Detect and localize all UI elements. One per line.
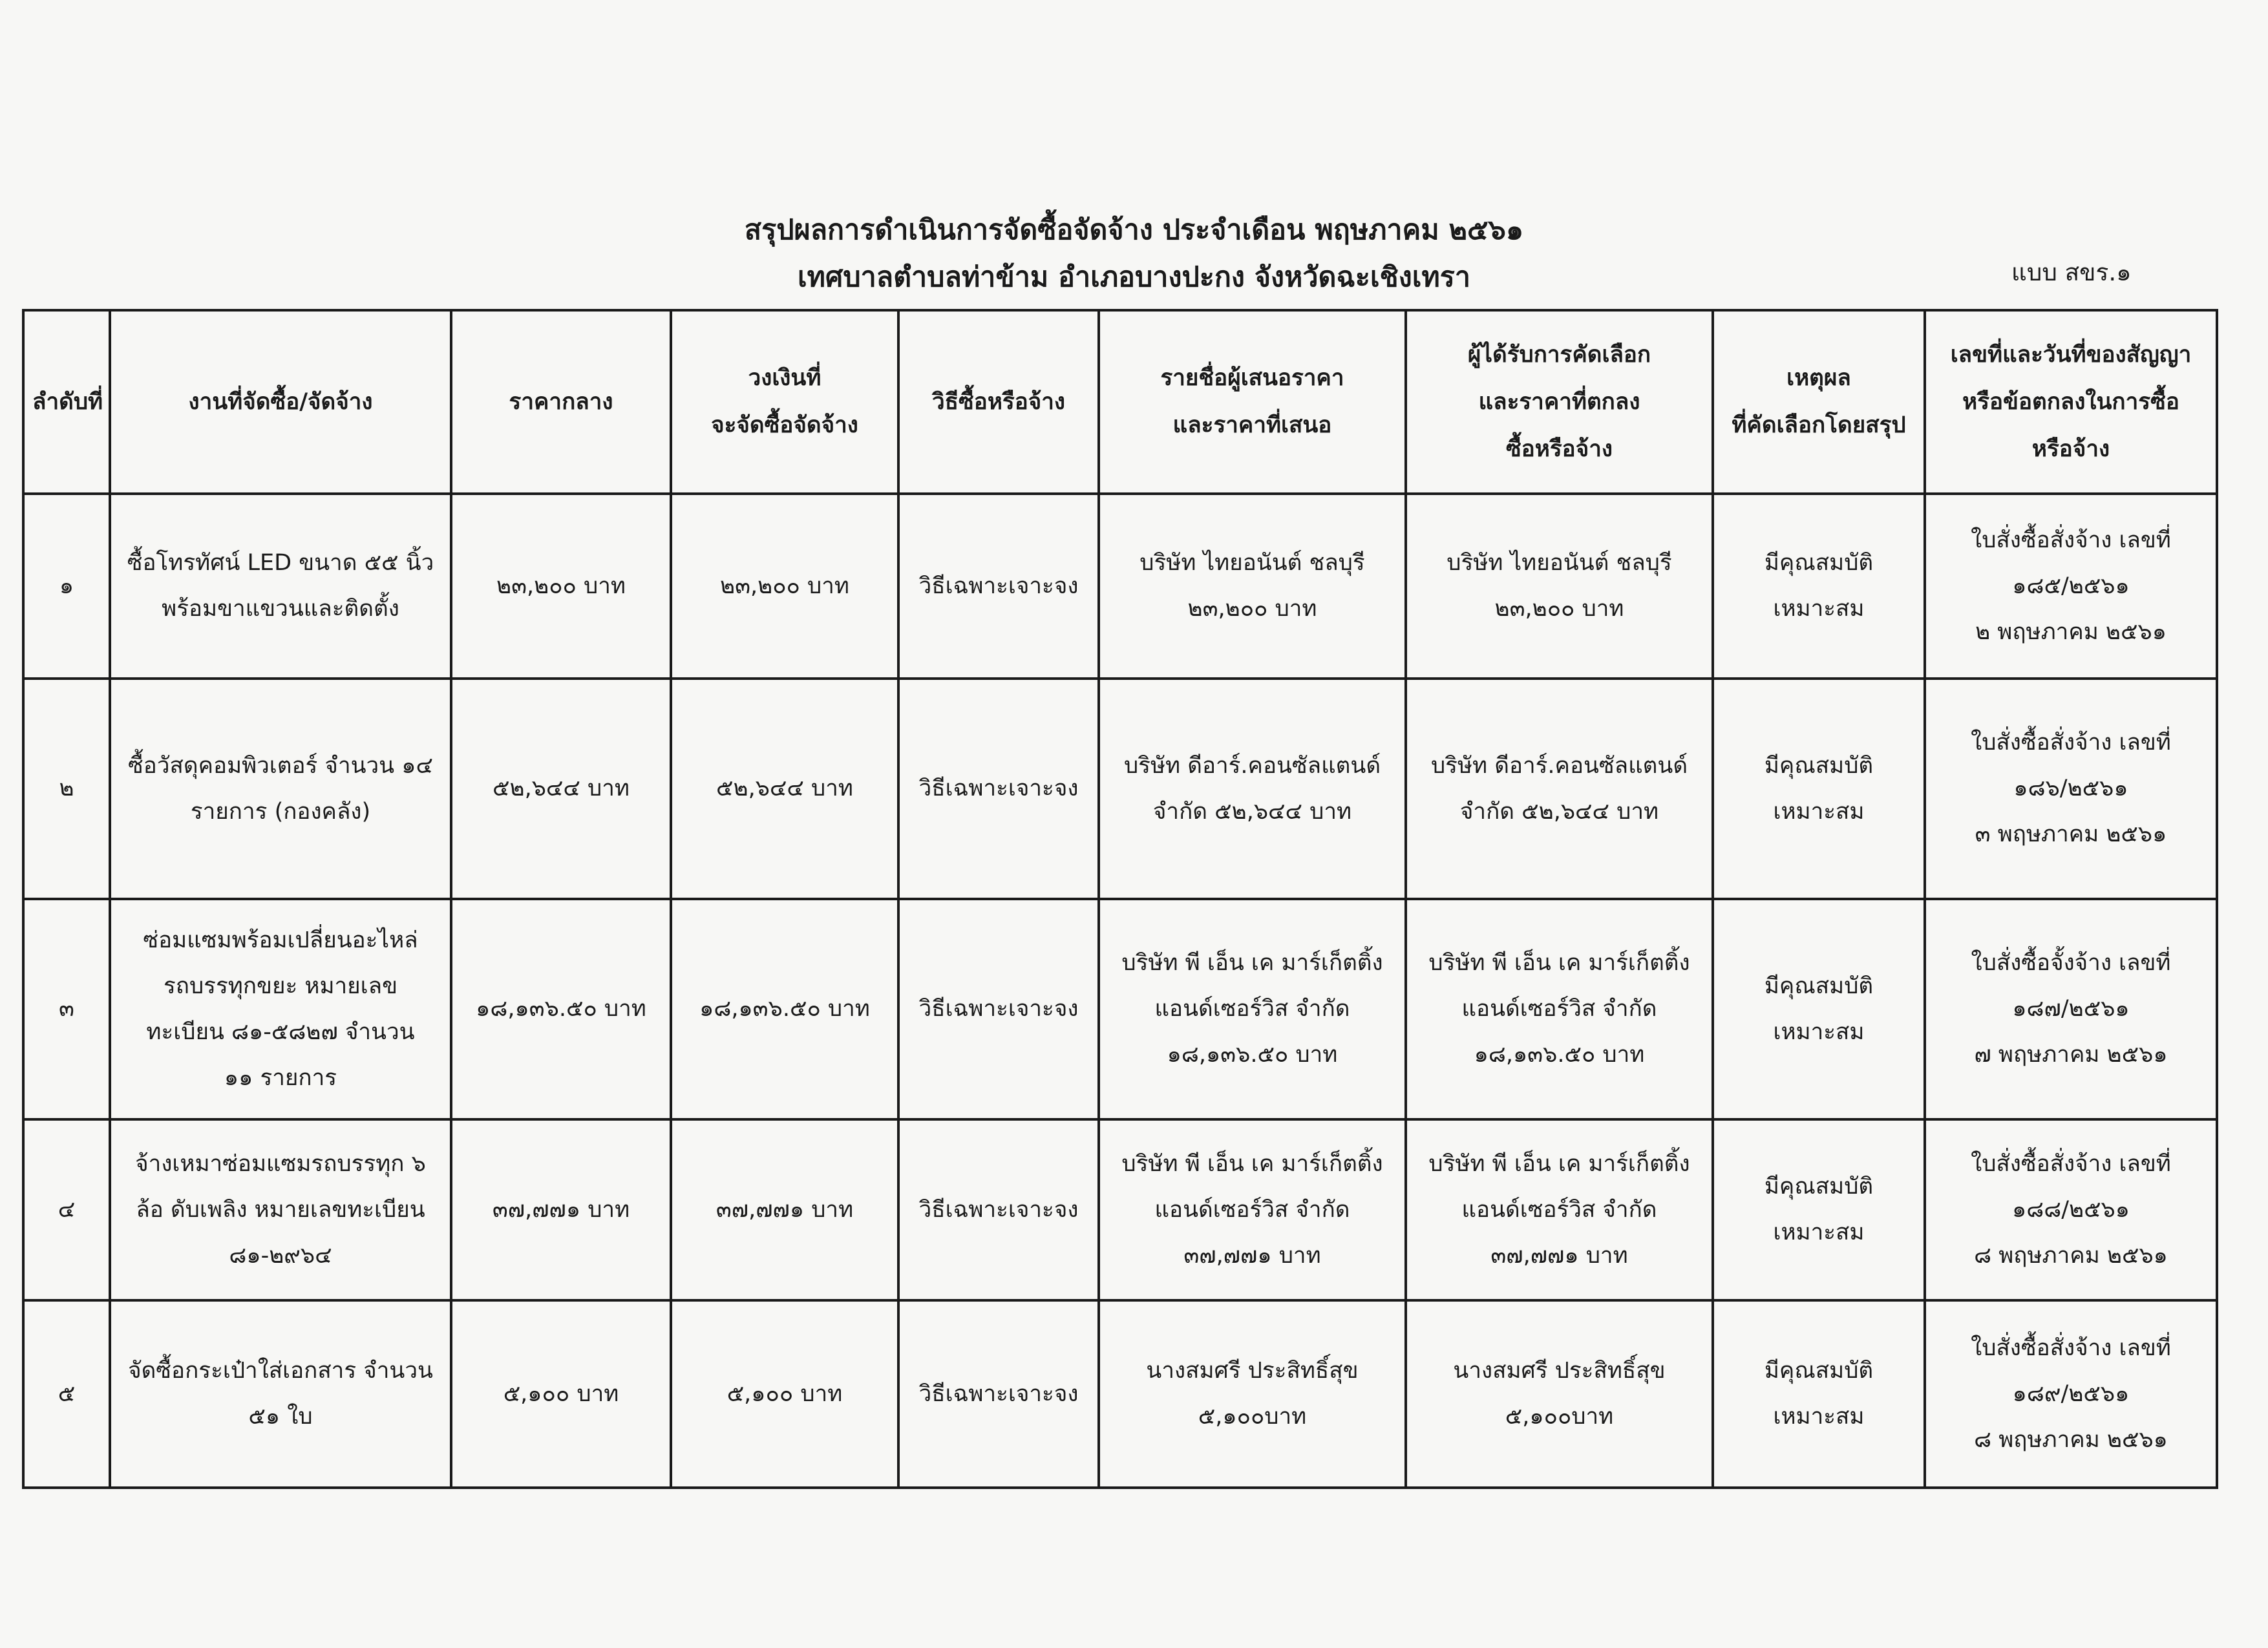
cell-contract-line: ๑๘๘/๒๕๖๑ [2011, 1196, 2130, 1223]
cell-reason [1713, 679, 1925, 899]
cell-reason-line: มีคุณสมบัติ [1764, 1174, 1874, 1199]
cell-no: ๓ [23, 899, 110, 1119]
cell-winner [1406, 494, 1713, 679]
cell-item-line: จัดซื้อกระเป๋าใส่เอกสาร จำนวน [128, 1358, 433, 1384]
cell-method: วิธีเฉพาะเจาะจง [898, 494, 1099, 679]
cell-winner-line: นางสมศรี ประสิทธิ์สุข [1453, 1358, 1666, 1384]
cell-reason-line: มีคุณสมบัติ [1764, 1358, 1874, 1384]
cell-bidders-line: บริษัท พี เอ็น เค มาร์เก็ตติ้ง [1121, 950, 1383, 976]
cell-median-price: ๓๗,๗๗๑ บาท [451, 1119, 671, 1300]
table-row [23, 899, 2217, 1119]
cell-method: วิธีเฉพาะเจาะจง [898, 1300, 1099, 1488]
cell-median-price: ๑๘,๑๓๖.๕๐ บาท [451, 899, 671, 1119]
cell-bidders-line: ๓๗,๗๗๑ บาท [1183, 1242, 1321, 1269]
table-row [23, 1119, 2217, 1300]
cell-budget: ๕๒,๖๔๔ บาท [671, 679, 898, 899]
cell-contract-line: ใบสั่งซื้อสั่งจ้าง เลขที่ [1971, 1335, 2171, 1361]
cell-item-line: ๕๑ ใบ [248, 1404, 313, 1430]
cell-winner [1406, 899, 1713, 1119]
cell-winner-line: บริษัท ดีอาร์.คอนซัลแตนด์ [1430, 752, 1688, 779]
cell-no: ๔ [23, 1119, 110, 1300]
document-title: สรุปผลการดำเนินการจัดซื้อจัดจ้าง ประจำเดือน พฤษภาคม ๒๕๖๑ [744, 214, 1524, 246]
cell-reason-line: มีคุณสมบัติ [1764, 550, 1874, 576]
cell-winner-line: บริษัท พี เอ็น เค มาร์เก็ตติ้ง [1428, 950, 1690, 976]
cell-bidders-line: แอนด์เซอร์วิส จำกัด [1154, 996, 1350, 1022]
cell-contract-line: ๗ พฤษภาคม ๒๕๖๑ [1974, 1042, 2168, 1068]
cell-item-line: ๑๑ รายการ [224, 1064, 337, 1091]
cell-item [110, 494, 451, 679]
cell-item-line: จ้างเหมาซ่อมแซมรถบรรทุก ๖ [135, 1150, 426, 1177]
cell-bidders [1099, 679, 1406, 899]
cell-item [110, 1119, 451, 1300]
cell-median-price: ๕๒,๖๔๔ บาท [451, 679, 671, 899]
table-row [23, 1300, 2217, 1488]
cell-bidders-line: แอนด์เซอร์วิส จำกัด [1154, 1196, 1350, 1223]
cell-reason-line: มีคุณสมบัติ [1764, 752, 1874, 779]
table-row [23, 494, 2217, 679]
cell-median-price: ๒๓,๒๐๐ บาท [451, 494, 671, 679]
cell-reason-line: เหมาะสม [1773, 1220, 1865, 1245]
cell-contract-line: ใบสั่งซื้อจั้งจ้าง เลขที่ [1971, 950, 2171, 976]
cell-reason [1713, 1300, 1925, 1488]
cell-contract-line: ๓ พฤษภาคม ๒๕๖๑ [1975, 821, 2167, 847]
cell-winner-line: บริษัท พี เอ็น เค มาร์เก็ตติ้ง [1428, 1150, 1690, 1177]
cell-bidders [1099, 1300, 1406, 1488]
cell-winner [1406, 1119, 1713, 1300]
cell-item-line: พร้อมขาแขวนและติดตั้ง [162, 596, 399, 622]
cell-bidders-line: บริษัท ไทยอนันต์ ชลบุรี [1139, 550, 1365, 576]
cell-reason [1713, 1119, 1925, 1300]
cell-contract-line: ๑๘๙/๒๕๖๑ [2012, 1380, 2130, 1407]
table-row [23, 679, 2217, 899]
cell-winner-line: ๕,๑๐๐บาท [1505, 1404, 1614, 1430]
col-header-no [23, 310, 110, 494]
document-subtitle: เทศบาลตำบลท่าข้าม อำเภอบางปะกง จังหวัดฉะเชิงเทรา [797, 261, 1470, 293]
cell-contract-line: ใบสั่งซื้อสั่งจ้าง เลขที่ [1971, 527, 2171, 553]
cell-budget: ๓๗,๗๗๑ บาท [671, 1119, 898, 1300]
cell-winner-line: ๑๘,๑๓๖.๕๐ บาท [1474, 1042, 1645, 1068]
cell-winner-line: บริษัท ไทยอนันต์ ชลบุรี [1447, 550, 1672, 576]
table-header-row [23, 310, 2217, 494]
cell-reason [1713, 899, 1925, 1119]
cell-item [110, 899, 451, 1119]
form-code: แบบ สขร.๑ [2011, 259, 2132, 286]
col-header-line: หรือข้อตกลงในการซื้อ [1962, 388, 2179, 415]
cell-bidders-line: นางสมศรี ประสิทธิ์สุข [1146, 1358, 1359, 1384]
col-header-reason [1713, 310, 1925, 494]
cell-item-line: ล้อ ดับเพลิง หมายเลขทะเบียน [136, 1196, 425, 1223]
col-header-line: งานที่จัดซื้อ/จัดจ้าง [188, 388, 373, 415]
col-header-line: ผู้ได้รับการคัดเลือก [1467, 341, 1651, 368]
cell-bidders [1099, 1119, 1406, 1300]
col-header-line: จะจัดซื้อจัดจ้าง [711, 412, 858, 438]
cell-winner-line: ๒๓,๒๐๐ บาท [1494, 596, 1624, 622]
col-header-line: และราคาที่ตกลง [1478, 388, 1640, 415]
col-header-line: หรือจ้าง [2031, 436, 2110, 462]
cell-item-line: รายการ (กองคลัง) [190, 798, 371, 825]
cell-budget: ๕,๑๐๐ บาท [671, 1300, 898, 1488]
cell-bidders-line: บริษัท พี เอ็น เค มาร์เก็ตติ้ง [1121, 1150, 1383, 1177]
cell-bidders-line: ๑๘,๑๓๖.๕๐ บาท [1167, 1042, 1338, 1068]
cell-contract [1925, 679, 2217, 899]
cell-median-price: ๕,๑๐๐ บาท [451, 1300, 671, 1488]
cell-reason-line: เหมาะสม [1773, 596, 1865, 622]
col-header-line: ซื้อหรือจ้าง [1506, 436, 1613, 462]
col-header-contract [1925, 310, 2217, 494]
cell-contract-line: ๘ พฤษภาคม ๒๕๖๑ [1974, 1426, 2168, 1453]
cell-contract-line: ใบสั่งซื้อสั่งจ้าง เลขที่ [1971, 730, 2171, 755]
cell-contract-line: ๑๘๗/๒๕๖๑ [2012, 996, 2130, 1022]
cell-bidders-line: บริษัท ดีอาร์.คอนซัลแตนด์ [1123, 752, 1381, 779]
cell-item [110, 1300, 451, 1488]
cell-contract [1925, 494, 2217, 679]
cell-item-line: ซื้อวัสดุคอมพิวเตอร์ จำนวน ๑๔ [128, 752, 433, 779]
cell-item-line: ซื้อโทรทัศน์ LED ขนาด ๕๕ นิ้ว [127, 550, 434, 576]
cell-contract [1925, 1300, 2217, 1488]
cell-item [110, 679, 451, 899]
col-header-line: เลขที่และวันที่ของสัญญา [1950, 341, 2192, 368]
cell-contract-line: ๒ พฤษภาคม ๒๕๖๑ [1975, 618, 2167, 645]
col-header-line: ราคากลาง [509, 388, 613, 415]
cell-budget: ๑๘,๑๓๖.๕๐ บาท [671, 899, 898, 1119]
col-header-line: วงเงินที่ [748, 365, 821, 391]
cell-contract [1925, 899, 2217, 1119]
cell-winner-line: จำกัด ๕๒,๖๔๔ บาท [1459, 798, 1659, 825]
col-header-method [898, 310, 1099, 494]
cell-contract-line: ๘ พฤษภาคม ๒๕๖๑ [1974, 1242, 2168, 1269]
col-header-bidders [1099, 310, 1406, 494]
cell-item-line: ซ่อมแซมพร้อมเปลี่ยนอะไหล่ [143, 927, 418, 953]
col-header-budget [671, 310, 898, 494]
col-header-line: รายชื่อผู้เสนอราคา [1160, 365, 1344, 391]
cell-reason-line: เหมาะสม [1773, 1019, 1865, 1045]
cell-method: วิธีเฉพาะเจาะจง [898, 1119, 1099, 1300]
cell-winner-line: ๓๗,๗๗๑ บาท [1490, 1242, 1628, 1269]
cell-reason [1713, 494, 1925, 679]
col-header-winner [1406, 310, 1713, 494]
col-header-item [110, 310, 451, 494]
cell-contract [1925, 1119, 2217, 1300]
cell-reason-line: เหมาะสม [1773, 798, 1865, 825]
cell-no: ๑ [23, 494, 110, 679]
cell-contract-line: ใบสั่งซื้อสั่งจ้าง เลขที่ [1971, 1150, 2171, 1177]
cell-winner [1406, 679, 1713, 899]
cell-winner-line: แอนด์เซอร์วิส จำกัด [1461, 996, 1657, 1022]
cell-winner [1406, 1300, 1713, 1488]
cell-bidders [1099, 494, 1406, 679]
cell-no: ๒ [23, 679, 110, 899]
cell-budget: ๒๓,๒๐๐ บาท [671, 494, 898, 679]
cell-item-line: รถบรรทุกขยะ หมายเลข [163, 973, 398, 999]
col-header-line: วิธีซื้อหรือจ้าง [932, 388, 1065, 415]
cell-bidders [1099, 899, 1406, 1119]
cell-reason-line: เหมาะสม [1773, 1404, 1865, 1430]
cell-method: วิธีเฉพาะเจาะจง [898, 679, 1099, 899]
cell-bidders-line: จำกัด ๕๒,๖๔๔ บาท [1152, 798, 1352, 825]
cell-winner-line: แอนด์เซอร์วิส จำกัด [1461, 1196, 1657, 1223]
cell-contract-line: ๑๘๖/๒๕๖๑ [2013, 776, 2128, 801]
col-header-line: เหตุผล [1786, 365, 1851, 391]
col-header-line: ที่คัดเลือกโดยสรุป [1732, 412, 1906, 438]
cell-item-line: ๘๑-๒๙๖๔ [229, 1242, 332, 1269]
cell-reason-line: มีคุณสมบัติ [1764, 973, 1874, 999]
cell-bidders-line: ๕,๑๐๐บาท [1198, 1404, 1307, 1430]
cell-bidders-line: ๒๓,๒๐๐ บาท [1187, 596, 1317, 622]
col-header-line: ลำดับที่ [32, 388, 103, 415]
col-header-median-price [451, 310, 671, 494]
cell-no: ๕ [23, 1300, 110, 1488]
procurement-summary-table [22, 309, 2218, 1489]
col-header-line: และราคาที่เสนอ [1172, 412, 1332, 438]
cell-item-line: ทะเบียน ๘๑-๕๘๒๗ จำนวน [146, 1019, 415, 1045]
cell-method: วิธีเฉพาะเจาะจง [898, 899, 1099, 1119]
cell-contract-line: ๑๘๕/๒๕๖๑ [2012, 573, 2130, 599]
